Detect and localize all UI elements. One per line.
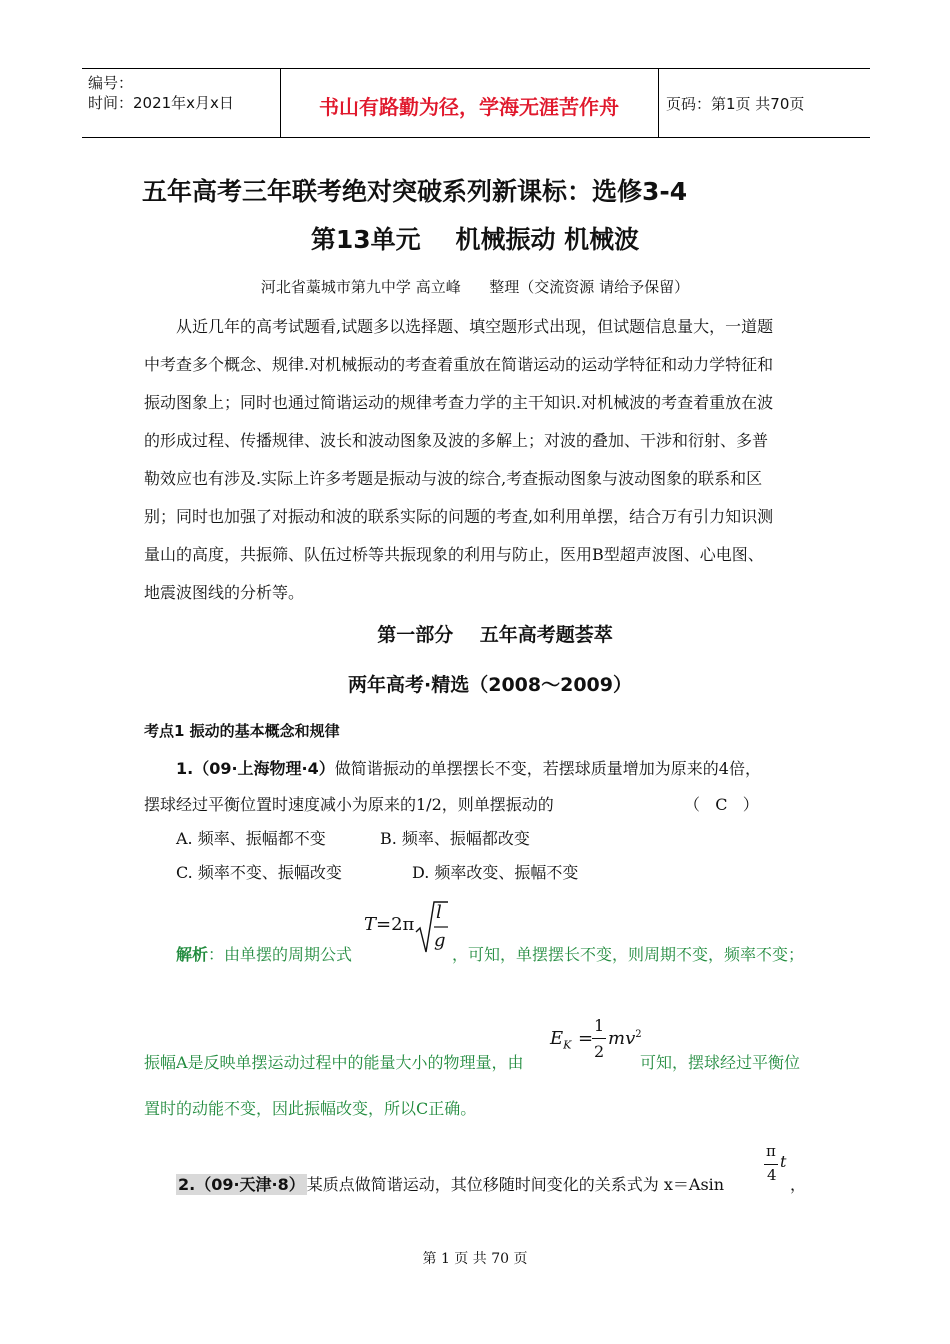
unit-title: 第13单元 机械振动 机械波 bbox=[310, 225, 640, 254]
energy-formula: $E_K$ bbox=[550, 1028, 572, 1052]
question-2-line bbox=[176, 1172, 724, 1195]
question-1-answer: （ C ） bbox=[684, 795, 759, 814]
energy-frac-den: 2 bbox=[594, 1042, 605, 1061]
document-title: 五年高考三年联考绝对突破系列新课标：选修3-4 bbox=[142, 177, 688, 206]
option-a: A. 频率、振幅都不变 bbox=[176, 829, 326, 848]
question-1-tag: 1.（09·上海物理·4） bbox=[176, 759, 335, 778]
page-footer: 第 1 页 共 70 页 bbox=[422, 1251, 528, 1267]
formula-g: g bbox=[434, 930, 446, 951]
fraction-bar bbox=[764, 1164, 778, 1165]
analysis-line-2: 振幅A是反映单摆运动过程中的能量大小的物理量，由 bbox=[144, 1053, 524, 1072]
frac-pi: π bbox=[766, 1142, 776, 1160]
option-b: B. 频率、振幅都改变 bbox=[380, 829, 530, 848]
page-header bbox=[82, 68, 870, 138]
energy-eq: = bbox=[578, 1028, 594, 1049]
option-c: C. 频率不变、振幅改变 bbox=[176, 863, 342, 882]
analysis-line-3: 置时的动能不变，因此振幅改变，所以C正确。 bbox=[144, 1099, 477, 1118]
header-motto: 书山有路勤为径，学海无涯苦作舟 bbox=[319, 95, 619, 119]
header-divider bbox=[658, 69, 659, 137]
question-2-text: 某质点做简谐运动，其位移随时间变化的关系式为 x＝Asin bbox=[306, 1175, 725, 1194]
question-2-comma: ， bbox=[790, 1175, 807, 1194]
intro-line: 的形成过程、传播规律、波长和波动图象及波的多解上；对波的叠加、干涉和衍射、多普 bbox=[144, 431, 769, 450]
intro-line: 中考查多个概念、规律.对机械振动的考查着重放在简谐运动的运动学特征和动力学特征和 bbox=[144, 355, 774, 374]
section-heading: 第一部分 五年高考题荟萃 bbox=[377, 624, 613, 646]
header-meta bbox=[88, 73, 234, 113]
intro-line: 别；同时也加强了对振动和波的联系实际的问题的考查,如利用单摆，结合万有引力知识测 bbox=[144, 507, 774, 526]
intro-line: 振动图象上；同时也通过简谐运动的规律考查力学的主干知识.对机械波的考查着重放在波 bbox=[144, 393, 774, 412]
energy-mv: $mv^2$ bbox=[608, 1028, 642, 1049]
period-formula-T: T=2π bbox=[364, 914, 415, 935]
intro-line: 从近几年的高考试题看,试题多以选择题、填空题形式出现，但试题信息量大，一道题 bbox=[176, 317, 774, 336]
frac-t: t bbox=[780, 1152, 787, 1171]
option-d: D. 频率改变、振幅不变 bbox=[412, 863, 579, 882]
question-2-tag: 2.（09·天津·8） bbox=[178, 1175, 305, 1194]
energy-frac-num: 1 bbox=[594, 1016, 605, 1035]
formula-l: l bbox=[436, 902, 442, 923]
intro-line: 量山的高度，共振筛、队伍过桥等共振现象的利用与防止，医用B型超声波图、心电图、 bbox=[144, 545, 764, 564]
author-line: 河北省藁城市第九中学 高立峰 整理（交流资源 请给予保留） bbox=[260, 278, 690, 296]
time-label: 时间：2021年x月x日 bbox=[88, 94, 234, 112]
intro-line: 地震波图线的分析等。 bbox=[144, 583, 305, 602]
frac-four: 4 bbox=[767, 1166, 777, 1184]
header-page-info: 页码：第1页 共70页 bbox=[666, 95, 805, 113]
analysis-line-1: 解析：由单摆的周期公式 bbox=[176, 945, 353, 964]
question-1-text: 做简谐振动的单摆摆长不变，若摆球质量增加为原来的4倍， bbox=[334, 759, 761, 778]
analysis-line-1-cont: ，可知，单摆摆长不变，则周期不变，频率不变； bbox=[452, 945, 805, 964]
analysis-line-2-cont: 可知，摆球经过平衡位 bbox=[640, 1053, 801, 1072]
intro-line: 勒效应也有涉及.实际上许多考题是振动与波的综合,考查振动图象与波动图象的联系和区 bbox=[144, 469, 763, 488]
topic-heading: 考点1 振动的基本概念和规律 bbox=[144, 722, 340, 740]
serial-label: 编号： bbox=[88, 74, 134, 92]
question-1-line-1 bbox=[176, 756, 761, 779]
analysis-label: 解析 bbox=[176, 945, 209, 964]
question-1-line-2: 摆球经过平衡位置时速度减小为原来的1/2，则单摆振动的 bbox=[144, 795, 554, 814]
fraction-bar bbox=[592, 1038, 606, 1039]
subsection-heading: 两年高考·精选（2008～2009） bbox=[348, 674, 632, 696]
intro-paragraph bbox=[144, 308, 808, 612]
